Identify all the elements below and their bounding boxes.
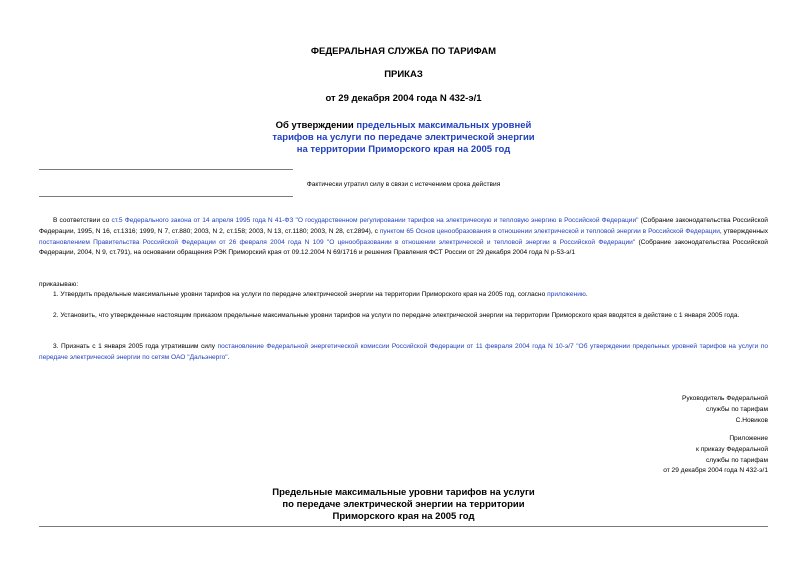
- divider-top: [39, 169, 293, 170]
- preamble-text-4: (Собрание законодательства Российской Федерации, 2004, N 9, ст.791), на основании обращения РЭК Приморский края от 09.12.2004 N 69/1716 и решения Правления ФСТ России от 29 декабря 2004 года N р-53-э/1: [39, 238, 768, 257]
- title-prefix: Об утверждении: [275, 120, 357, 131]
- appendix-line-2: к приказу Федеральной: [696, 445, 768, 453]
- appendix-title-line-2: по передаче электрической энергии на территории: [282, 499, 525, 510]
- preamble-text-2: (Собрание законодательства Российской Федерации, 1995, N 16, ст.1316; 1999, N 7, ст.880; 2003, N 2, ст.158; 2003, N 13, ст.1180; 2003, N 28, ст.2894), с: [39, 217, 768, 235]
- preamble-text-1: В соответствии со: [53, 217, 112, 224]
- appendix-title: [0, 487, 807, 523]
- signature-line-1: Руководитель Федеральной: [682, 395, 768, 402]
- fek-decree-link[interactable]: постановление Федеральной энергетической комиссии Российской Федерации от 11 февраля 2004 года N 10-э/7 "Об утверждении предельных уровней тарифов на услуги по передаче электрической энергии по сетям ОАО "Дальэнерго": [39, 343, 768, 361]
- document-title: [0, 120, 807, 156]
- appendix-title-line-1: Предельные максимальные уровни тарифов на услуги: [272, 487, 535, 498]
- appendix-line-1: Приложение: [729, 435, 768, 442]
- appendix-link[interactable]: приложению: [547, 291, 586, 298]
- item-2-text: 2. Установить, что утвержденные настоящим приказом предельные максимальные уровни тарифов на услуги по передаче электрической энергии на территории Приморского края вводятся в действие с 1 января 2005 года.: [53, 312, 740, 319]
- title-link-part-2[interactable]: тарифов на услуги по передаче электрической энергии: [272, 132, 535, 143]
- appendix-line-3: службы по тарифам: [705, 456, 768, 464]
- order-item-3: [39, 342, 768, 364]
- item-1-text: 1. Утвердить предельные максимальные уровни тарифов на услуги по передаче электрической энергии на территории Приморского края на 2005 год, согласно: [53, 291, 548, 298]
- status-note: Фактически утратил силу в связи с истечением срока действия: [306, 181, 501, 188]
- signature-line-2: службы по тарифам: [705, 405, 768, 413]
- preamble-paragraph: [39, 216, 768, 259]
- government-decree-109-link[interactable]: постановлением Правительства Российской Федерации от 26 февраля 2004 года N 109 "О ценообразовании в отношении электрической и тепловой энергии в Российской Федерации": [39, 238, 636, 246]
- order-item-2: [39, 311, 768, 322]
- document-date-number: от 29 декабря 2004 года N 432-э/1: [325, 93, 482, 104]
- title-link-part-1[interactable]: предельных максимальных уровней: [356, 120, 532, 131]
- title-link-part-3[interactable]: на территории Приморского края на 2005 год: [296, 144, 511, 155]
- order-word: приказываю:: [39, 281, 79, 288]
- pricing-basics-link[interactable]: пунктом 65 Основ ценообразования в отношении электрической и тепловой энергии в Российской Федерации: [379, 227, 720, 235]
- item-1-end: .: [585, 291, 588, 298]
- agency-name: ФЕДЕРАЛЬНАЯ СЛУЖБА ПО ТАРИФАМ: [310, 46, 497, 57]
- signature-block: [500, 394, 768, 426]
- divider-bottom: [39, 196, 293, 197]
- document-type: ПРИКАЗ: [384, 69, 423, 80]
- law-41fz-link[interactable]: ст.5 Федерального закона от 14 апреля 1995 года N 41-ФЗ "О государственном регулировании тарифов на электрическую и тепловую энергию в Российской Федерации": [111, 217, 639, 224]
- order-item-1: [39, 290, 768, 301]
- appendix-title-line-3: Приморского края на 2005 год: [332, 511, 475, 522]
- signature-name: С.Новиков: [735, 416, 768, 424]
- appendix-line-4: от 29 декабря 2004 года N 432-э/1: [663, 467, 768, 475]
- item-3-text: 3. Признать с 1 января 2005 года утратившим силу: [53, 343, 218, 350]
- preamble-text-3: , утвержденных: [719, 227, 769, 235]
- item-3-end: .: [227, 353, 230, 361]
- appendix-divider: [39, 526, 768, 527]
- appendix-header: [500, 434, 768, 477]
